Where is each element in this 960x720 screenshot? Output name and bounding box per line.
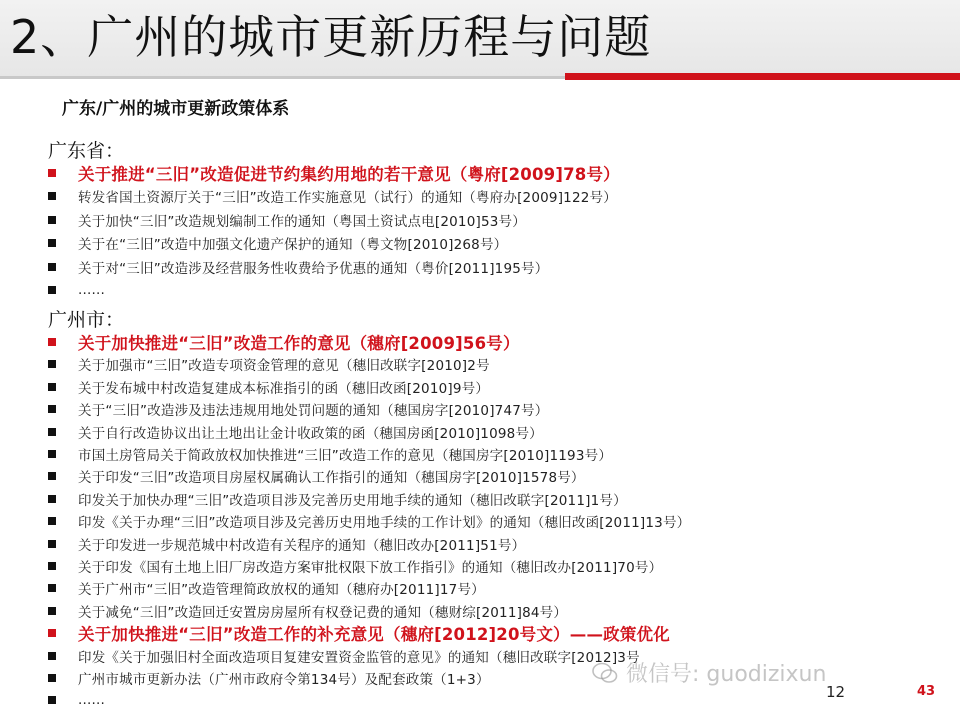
policy-item [48,465,585,487]
policy-item-text: 关于印发《国有土地上旧厂房改造方案审批权限下放工作指引》的通知（穗旧改办[2011]70号） [78,560,663,576]
watermark [592,657,826,688]
policy-item-text: 关于印发进一步规范城中村改造有关程序的通知（穗旧改办[2011]51号） [78,537,526,554]
bullet-icon [48,338,56,346]
title-band [0,0,960,78]
policy-item [48,421,543,443]
policy-item-text: 广州市城市更新办法（广州市政府令第134号）及配套政策（1+3） [78,672,490,688]
policy-item [48,577,485,599]
policy-item [48,689,105,711]
policy-item [48,600,567,622]
bullet-icon [48,562,56,570]
bullet-icon [48,263,56,271]
policy-item [48,376,489,398]
bullet-icon [48,428,56,436]
bullet-icon [48,696,56,704]
policy-item-text: 关于推进“三旧”改造促进节约集约用地的若干意见（粤府[2009]78号） [78,165,620,184]
policy-item-text: 关于自行改造协议出让土地出让金计收政策的函（穗国房函[2010]1098号） [78,425,543,442]
policy-item [48,232,507,254]
policy-item-text: 关于加快推进“三旧”改造工作的补充意见（穗府[2012]20号文）——政策优化 [78,625,670,645]
policy-item-text: 关于加强市“三旧”改造专项资金管理的意见（穗旧改联字[2010]2号 [78,358,490,375]
policy-item-text: 关于加快“三旧”改造规划编制工作的通知（粤国土资试点电[2010]53号） [78,213,526,230]
bullet-icon [48,216,56,224]
policy-item-text: 印发《关于加强旧村全面改造项目复建安置资金监管的意见》的通知（穗旧改联字[2012]3号 [78,649,640,666]
policy-item [48,488,627,510]
policy-item-text: 关于“三旧”改造涉及违法违规用地处罚问题的通知（穗国房字[2010]747号） [78,403,549,420]
policy-item [48,353,490,375]
slide-number: 43 [917,684,936,699]
policy-item-text: 关于广州市“三旧”改造管理简政放权的通知（穗府办[2011]17号） [78,582,485,599]
policy-item [48,443,612,465]
bullet-icon [48,405,56,413]
policy-item [48,279,105,301]
bullet-icon [48,674,56,682]
policy-item-text: 印发《关于办理“三旧”改造项目涉及完善历史用地手续的工作计划》的通知（穗旧改函[2011]13号） [78,515,691,532]
policy-item-text: 关于发布城中村改造复建成本标准指引的函（穗旧改函[2010]9号） [78,380,490,397]
bullet-icon [48,540,56,548]
bullet-icon [48,192,56,200]
wechat-icon [592,662,618,684]
policy-item-text: ...... [78,692,105,709]
bullet-icon [48,472,56,480]
policy-item-text: 关于在“三旧”改造中加强文化遗产保护的通知（粤文物[2010]268号） [78,237,508,254]
bullet-icon [48,450,56,458]
bullet-icon [48,629,56,637]
page-title: 2、广州的城市更新历程与问题 [10,10,652,64]
bullet-icon [48,239,56,247]
policy-item [48,162,620,184]
section-heading-guangdong: 广东省： [48,140,125,162]
policy-item [48,256,548,278]
policy-item [48,667,490,689]
bullet-icon [48,495,56,503]
policy-item [48,533,525,555]
section-heading-guangzhou: 广州市： [48,309,125,331]
bullet-icon [48,607,56,615]
policy-item-text: 关于减免“三旧”改造回迁安置房房屋所有权登记费的通知（穗财综[2011]84号） [78,604,568,621]
policy-item-text: 转发省国土资源厅关于“三旧”改造工作实施意见（试行）的通知（粤府办[2009]122号） [78,190,617,207]
policy-item-text: ...... [78,282,105,298]
policy-item-text: 市国土房管局关于简政放权加快推进“三旧”改造工作的意见（穗国房字[2010]1193号） [78,448,613,464]
policy-item-text: 关于加快推进“三旧”改造工作的意见（穗府[2009]56号） [78,334,520,353]
page-number: 12 [826,683,846,701]
bullet-icon [48,286,56,294]
policy-item-text: 印发关于加快办理“三旧”改造项目涉及完善历史用地手续的通知（穗旧改联字[2011]1号） [78,492,627,509]
policy-item [48,645,640,667]
bullet-icon [48,584,56,592]
policy-item-text: 关于对“三旧”改造涉及经营服务性收费给予优惠的通知（粤价[2011]195号） [78,260,549,277]
bullet-icon [48,652,56,660]
bullet-icon [48,360,56,368]
policy-item [48,209,526,231]
watermark-text: 微信号: guodizixun [626,662,827,687]
title-rule-red [565,73,960,80]
policy-item [48,555,662,577]
policy-item [48,510,690,532]
slide-subtitle: 广东/广州的城市更新政策体系 [62,99,290,119]
title-rule-gray [0,76,565,79]
policy-item-text: 关于印发“三旧”改造项目房屋权属确认工作指引的通知（穗国房字[2010]1578号） [78,470,585,487]
policy-item [48,622,670,644]
bullet-icon [48,383,56,391]
policy-item [48,331,520,353]
policy-item [48,185,617,207]
policy-item [48,398,548,420]
bullet-icon [48,517,56,525]
bullet-icon [48,169,56,177]
